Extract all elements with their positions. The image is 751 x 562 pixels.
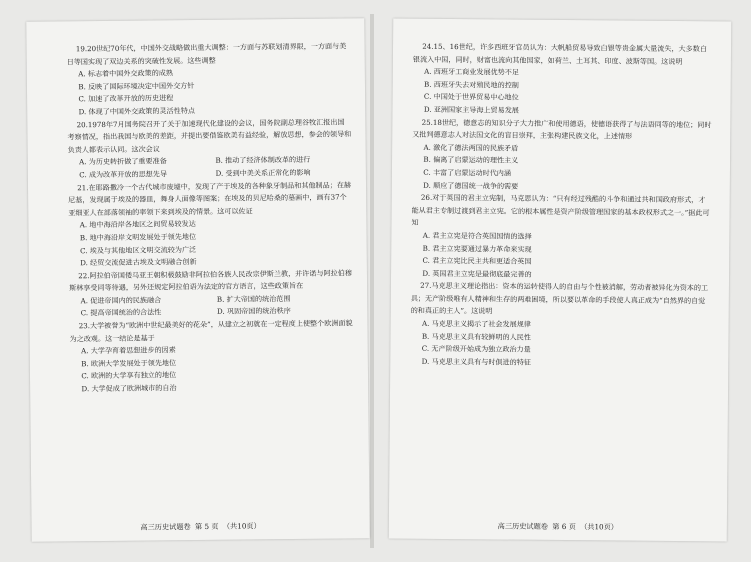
option-c: C. 丰富了启蒙运动时代内涵 xyxy=(423,167,512,178)
footer-page-number: 第 6 页 xyxy=(552,521,576,532)
option-b: B. 地中海沿岸文明发展处于领先地位 xyxy=(79,231,197,243)
option-c: C. 提高帝国统治的合法性 xyxy=(80,307,162,318)
question-stem: 27.马克思主义理论指出：资本的运转使得人的自由与个性被消解，劳动者被异化为资本的工具；无产阶级唯有人精神和生存的两难困境，所以要以革命的手段使人真正成为“自然界的自觉的和真正的主人”。这说明 xyxy=(410,281,709,316)
option-a: A. 君主立宪是符合英国国情的选择 xyxy=(422,230,532,241)
option-c: C. 埃及与其他地区文明交流较为广泛 xyxy=(79,244,197,255)
question-27 xyxy=(410,280,711,371)
question-stem: 20.1978年7月国务院召开了关于加速现代化建设的会议，国务院副总理谷牧汇报出国考察情况，指出我国与欧美的差距，并提出要借鉴欧美有益经验，解放思想，参会的领导和负责人都表示认同。这次会议 xyxy=(67,117,352,155)
option-d: D. 体现了中国外交政策的灵活性特点 xyxy=(78,105,195,117)
page-footer xyxy=(389,521,727,534)
option-a: A. 标志着中国外交政策的成熟 xyxy=(78,68,174,79)
page-6-content xyxy=(409,41,713,518)
question-stem: 19.20世纪70年代，中国外交战略做出重大调整：一方面与苏联划清界限，一方面与美日等国实现了双边关系的突破性发展。这些调整 xyxy=(66,41,347,66)
footer-title: 高三历史试题卷 xyxy=(497,521,549,531)
page-5-content xyxy=(67,40,356,517)
option-a: A. 促进帝国内的民族融合 xyxy=(80,295,162,306)
question-stem: 23.大学被誉为“欧洲中世纪最美好的花朵”，从建立之初就在一定程度上使整个欧洲面貌为之改观。这一结论是基于 xyxy=(69,318,353,344)
question-stem: 25.18世纪，德意志的知识分子大力推广和使用德语，使德语获得了与法语同等的地位；同时又批判德意志人对法国文化的盲目崇拜，主张构建民族文化，上述情形 xyxy=(412,117,712,141)
option-a: A. 大学孕育着思想进步的因素 xyxy=(81,345,176,356)
option-a: A. 西班牙工商业发展优势不足 xyxy=(424,66,519,77)
option-a: A. 地中海沿岸各地区之间贸易较发达 xyxy=(79,219,196,230)
option-c: C. 欧洲的大学享有独立的地位 xyxy=(81,370,177,381)
question-26 xyxy=(411,192,712,283)
question-25 xyxy=(412,116,713,194)
footer-page-number: 第 5 页 xyxy=(194,521,219,532)
question-stem: 21.在耶路撒冷一个古代城市废墟中，发现了产于埃及的各种象牙制品和其他制品；在赫尼基，发现属于埃及的器皿，舞身人面像等图案；在埃及的贝尼哈桑的墓画中，画有37个亚细亚人在部落领袖的率领下来到埃及的情景。这可以佐证 xyxy=(68,179,352,218)
option-d: D. 亚洲国家主导海上贸易发展 xyxy=(423,104,519,115)
exam-page-6 xyxy=(389,19,732,542)
question-21 xyxy=(68,179,353,270)
option-d: D. 大学促成了欧洲城市的自治 xyxy=(81,383,177,394)
option-b: B. 欧洲大学发展处于领先地位 xyxy=(81,358,177,369)
question-20 xyxy=(67,116,352,182)
footer-title: 高三历史试题卷 xyxy=(140,522,191,532)
option-a: A. 为历史转折做了重要准备 xyxy=(79,156,167,167)
option-c: C. 君主立宪比民主共和更适合英国 xyxy=(422,255,532,266)
option-c: C. 中国处于世界贸易中心地位 xyxy=(423,92,519,103)
question-22 xyxy=(69,267,354,320)
option-b: B. 偏离了启蒙运动的理性主义 xyxy=(423,155,519,165)
question-stem: 22.阿拉伯帝国倭马亚王朝积极鼓励非阿拉伯各族人民改宗伊斯兰教，并许诺与阿拉伯穆斯林享受同等待遇，另外还规定阿拉伯语为法定的官方语言，这些政策旨在 xyxy=(69,268,352,293)
question-stem: 24.15、16世纪，许多西班牙官员认为：大帆船贸易导致白银等贵金属大量流失，大多数白银流入中国，同时，财富也流向其他国家，如荷兰、土耳其、印度、波斯等国。这说明 xyxy=(412,41,708,66)
binding-gutter xyxy=(370,14,374,548)
option-a: A. 马克思主义揭示了社会发展规律 xyxy=(421,318,531,329)
option-b: B. 君主立宪要通过暴力革命来实现 xyxy=(422,243,532,254)
option-d: D. 经贸交流促进古埃及文明融合创新 xyxy=(80,257,197,268)
exam-page-5 xyxy=(26,18,369,542)
option-b: B. 扩大帝国的统治范围 xyxy=(216,293,291,304)
option-d: D. 马克思主义具有与时俱进的特征 xyxy=(421,356,531,367)
option-b: B. 推动了经济体制改革的进行 xyxy=(215,155,311,166)
footer-total-pages: （共10页） xyxy=(580,522,619,532)
option-d: D. 英国君主立宪是最彻底最完善的 xyxy=(422,268,532,279)
option-b: B. 西班牙失去对殖民地的控制 xyxy=(424,79,519,90)
option-c: C. 成为改革开放的思想先导 xyxy=(79,169,168,180)
page-footer xyxy=(32,520,370,534)
option-b: B. 反映了国际环境决定中国外交方针 xyxy=(78,80,195,92)
option-c: C. 无产阶级开始成为独立政治力量 xyxy=(421,344,531,354)
option-a: A. 激化了德法两国的民族矛盾 xyxy=(423,142,519,153)
option-c: C. 加速了改革开放的历史进程 xyxy=(78,93,174,104)
question-19 xyxy=(67,40,352,119)
option-d: D. 巩固帝国的统治秩序 xyxy=(216,306,291,317)
question-23 xyxy=(69,317,354,396)
option-d: D. 顺应了德国统一战争的需要 xyxy=(423,180,519,191)
question-stem: 26.对于英国的君主立宪制，马克思认为：“只有经过残酷的斗争和通过共和国政府形式，才能从君主专制过渡到君主立宪。它的根本属性是资产阶级管理国家的基本政权形式之一。”据此可知 xyxy=(411,192,710,228)
footer-total-pages: （共10页） xyxy=(222,521,261,531)
option-d: D. 受到中美关系正常化的影响 xyxy=(215,167,311,178)
option-b: B. 马克思主义具有较鲜明的人民性 xyxy=(421,331,531,342)
question-24 xyxy=(412,41,713,119)
